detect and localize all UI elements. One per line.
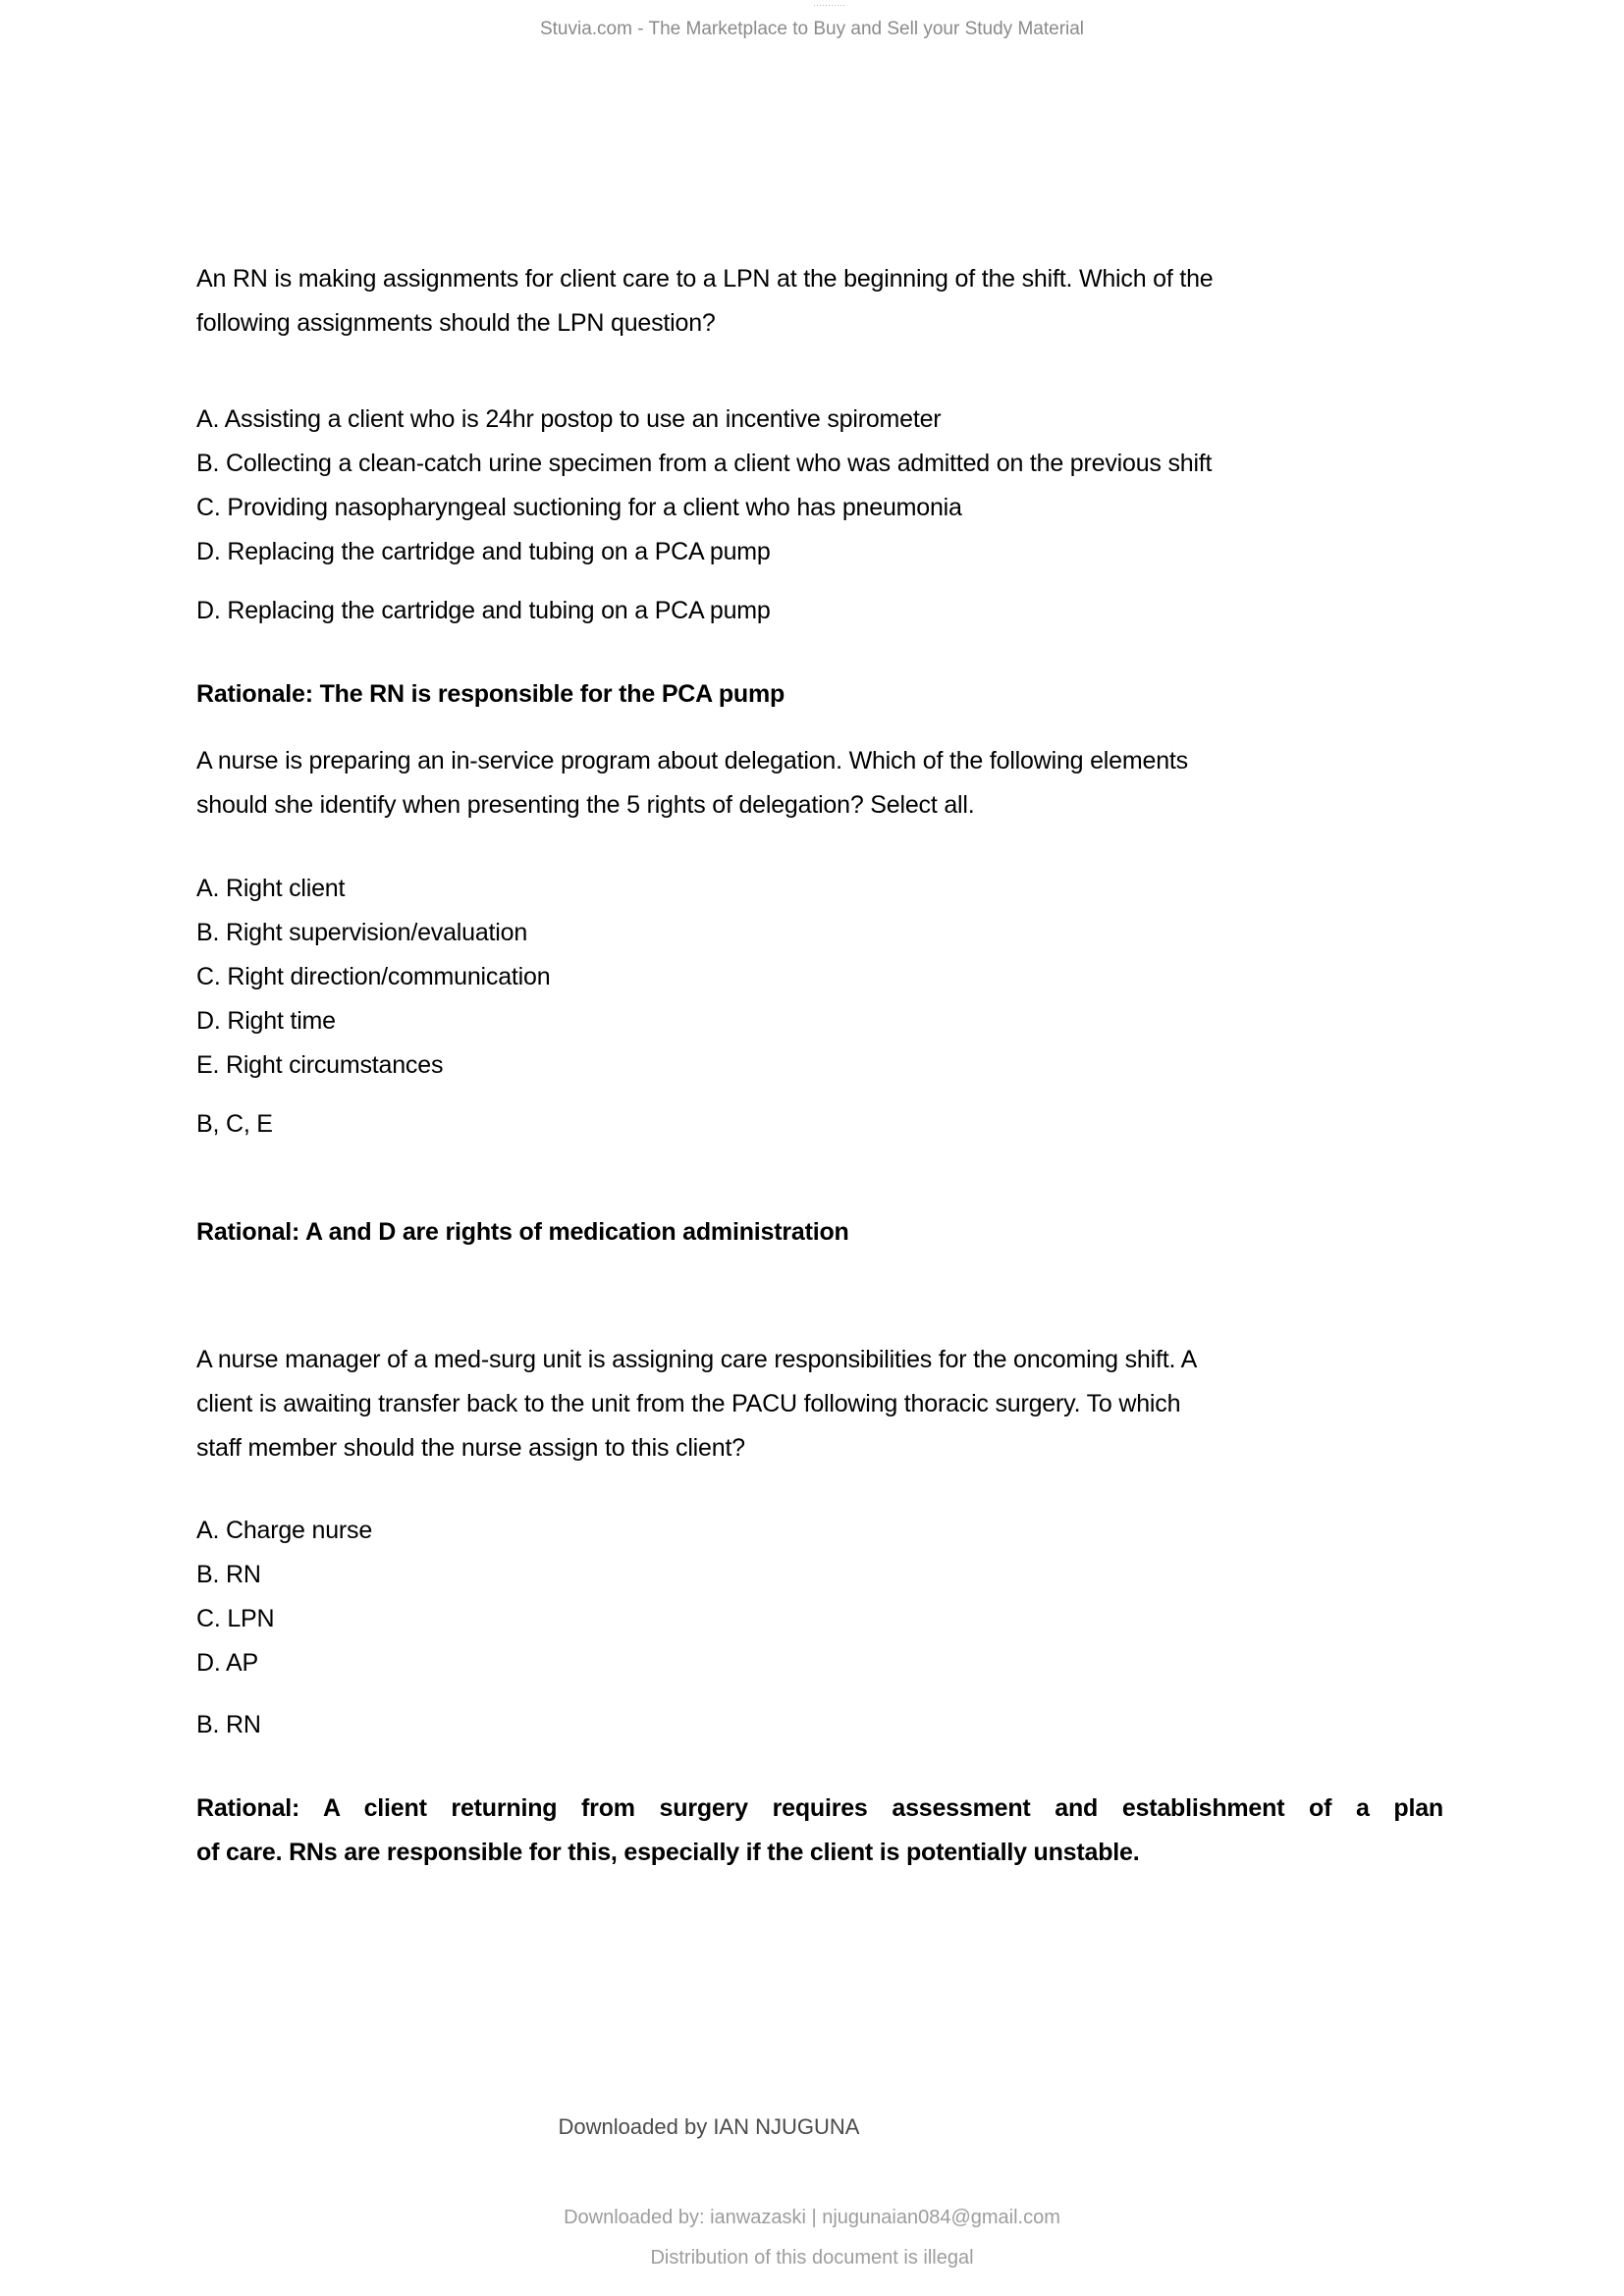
question-1-answer (196, 589, 1443, 633)
text-line: D. Replacing the cartridge and tubing on a PCA pump (196, 538, 771, 565)
text-line: C. Right direction/communication (196, 963, 551, 990)
text-line: Rational: A client returning from surgery requires assessment and establishment of a plan (196, 1794, 1443, 1822)
text-line: Rationale: The RN is responsible for the PCA pump (196, 680, 785, 708)
question-3-rationale (196, 1787, 1443, 1875)
text-line: C. LPN (196, 1605, 275, 1632)
question-2-options (196, 867, 1443, 1088)
question-2-text (196, 739, 1443, 828)
text-line: following assignments should the LPN question? (196, 309, 716, 337)
question-2-answer (196, 1102, 1443, 1147)
text-line: An RN is making assignments for client care to a LPN at the beginning of the shift. Which of the (196, 265, 1214, 293)
text-line: D. AP (196, 1649, 258, 1677)
tiny-watermark-text: ··········· (813, 3, 846, 9)
text-line: D. Replacing the cartridge and tubing on a PCA pump (196, 597, 771, 624)
text-line: C. Providing nasopharyngeal suctioning for a client who has pneumonia (196, 494, 962, 521)
text-line: E. Right circumstances (196, 1051, 444, 1079)
text-line: client is awaiting transfer back to the unit from the PACU following thoracic surgery. To which (196, 1390, 1181, 1417)
question-1-text (196, 257, 1443, 346)
text-line: should she identify when presenting the 5 rights of delegation? Select all. (196, 791, 975, 819)
question-3-text (196, 1338, 1443, 1470)
text-line: of care. RNs are responsible for this, especially if the client is potentially unstable. (196, 1839, 1140, 1866)
downloaded-by-detail-watermark: Downloaded by: ianwazaski | njugunaian084@gmail.com (564, 2207, 1060, 2228)
text-line: A nurse is preparing an in-service program about delegation. Which of the following elements (196, 747, 1188, 774)
question-2-rationale (196, 1210, 1443, 1255)
question-1-rationale (196, 672, 1443, 717)
text-line: staff member should the nurse assign to this client? (196, 1434, 745, 1462)
text-line: A. Charge nurse (196, 1517, 373, 1544)
question-3-options (196, 1509, 1443, 1685)
text-line: B. Right supervision/evaluation (196, 919, 528, 946)
text-line: Rational: A and D are rights of medication administration (196, 1218, 849, 1246)
document-body (196, 257, 1443, 1875)
stuvia-header-watermark: Stuvia.com - The Marketplace to Buy and Sell your Study Material (539, 19, 1085, 39)
text-line: A. Right client (196, 875, 346, 902)
text-line: A nurse manager of a med-surg unit is assigning care responsibilities for the oncoming shift. A (196, 1346, 1198, 1373)
question-1-options (196, 398, 1443, 574)
distribution-warning-watermark: Distribution of this document is illegal (650, 2247, 974, 2269)
question-3-answer (196, 1703, 1443, 1747)
text-line: B. Collecting a clean-catch urine specimen from a client who was admitted on the previous shift (196, 450, 1213, 477)
text-line: B, C, E (196, 1110, 273, 1138)
downloaded-by-watermark: Downloaded by IAN NJUGUNA (558, 2114, 860, 2139)
text-line: B. RN (196, 1561, 261, 1588)
text-line: B. RN (196, 1711, 261, 1738)
text-line: A. Assisting a client who is 24hr postop to use an incentive spirometer (196, 405, 942, 433)
text-line: D. Right time (196, 1007, 336, 1035)
